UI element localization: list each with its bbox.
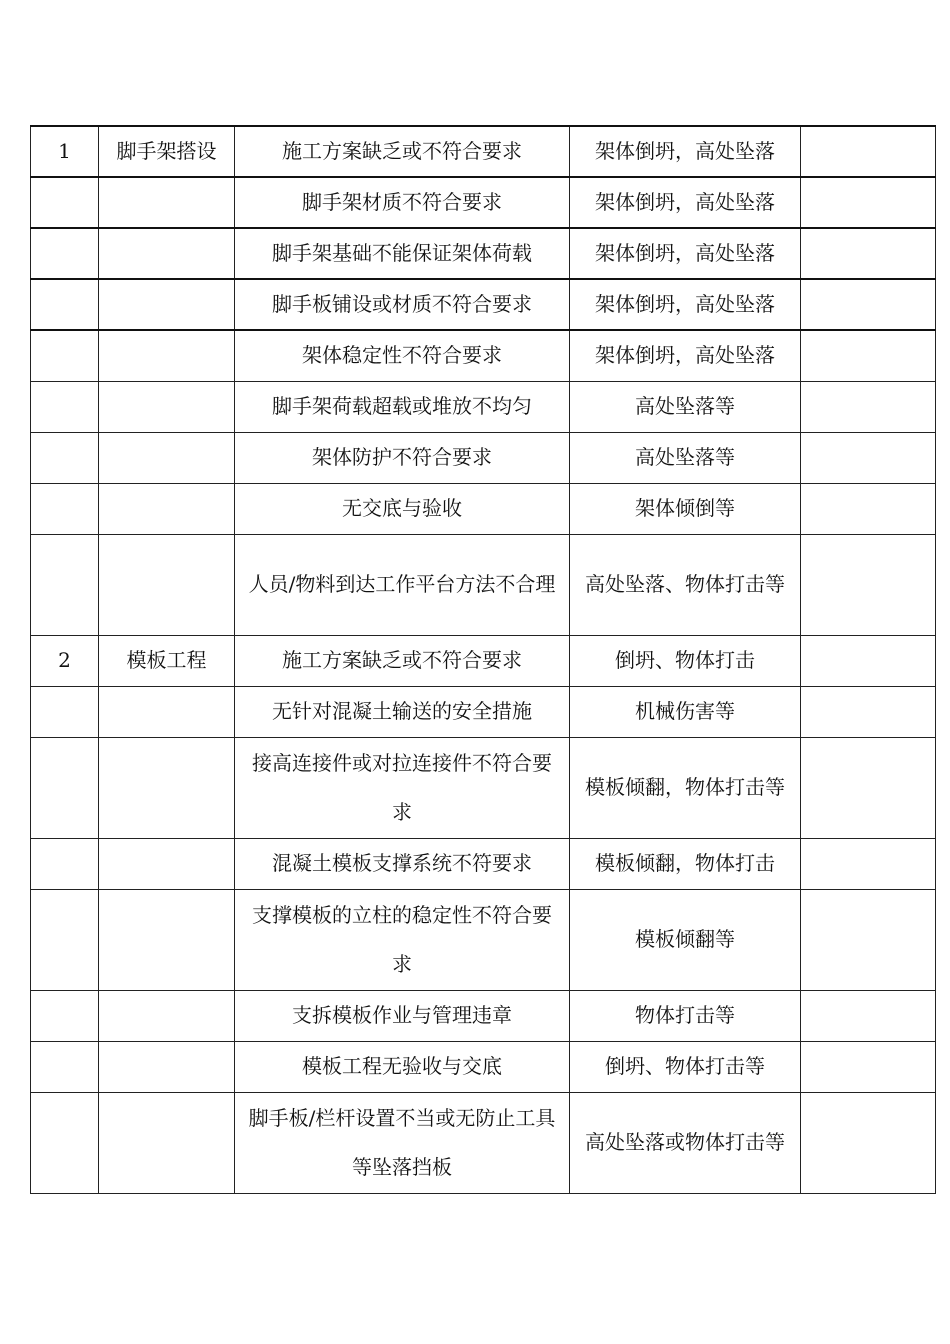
cell-consequence: 机械伤害等 <box>570 686 801 737</box>
cell-hazard: 脚手架基础不能保证架体荷载 <box>235 228 570 279</box>
table-row <box>31 126 936 177</box>
cell-hazard: 脚手架材质不符合要求 <box>235 177 570 228</box>
cell-category <box>99 838 235 889</box>
cell-number <box>31 1041 99 1092</box>
cell-hazard: 支撑模板的立柱的稳定性不符合要求 <box>235 889 570 990</box>
cell-remark <box>801 228 936 279</box>
cell-number: 2 <box>31 635 99 686</box>
cell-remark <box>801 279 936 330</box>
cell-hazard: 架体防护不符合要求 <box>235 432 570 483</box>
risk-table <box>30 125 936 1194</box>
cell-number <box>31 483 99 534</box>
cell-remark <box>801 483 936 534</box>
table-row <box>31 1041 936 1092</box>
cell-remark <box>801 1041 936 1092</box>
cell-category <box>99 228 235 279</box>
cell-number <box>31 432 99 483</box>
cell-number <box>31 177 99 228</box>
table-row <box>31 279 936 330</box>
cell-remark <box>801 990 936 1041</box>
cell-hazard: 施工方案缺乏或不符合要求 <box>235 635 570 686</box>
cell-category: 模板工程 <box>99 635 235 686</box>
cell-consequence: 倒坍、物体打击 <box>570 635 801 686</box>
cell-hazard: 接高连接件或对拉连接件不符合要求 <box>235 737 570 838</box>
cell-hazard: 支拆模板作业与管理违章 <box>235 990 570 1041</box>
table-row <box>31 228 936 279</box>
cell-remark <box>801 126 936 177</box>
cell-number <box>31 838 99 889</box>
cell-category <box>99 483 235 534</box>
table-row <box>31 177 936 228</box>
cell-consequence: 架体倾倒等 <box>570 483 801 534</box>
cell-category <box>99 381 235 432</box>
cell-category <box>99 1041 235 1092</box>
table-row <box>31 1092 936 1193</box>
table-row <box>31 838 936 889</box>
cell-category <box>99 534 235 635</box>
cell-number <box>31 737 99 838</box>
table-row <box>31 330 936 381</box>
cell-remark <box>801 330 936 381</box>
cell-remark <box>801 838 936 889</box>
cell-consequence: 架体倒坍，高处坠落 <box>570 330 801 381</box>
cell-number <box>31 381 99 432</box>
table-row <box>31 889 936 990</box>
cell-hazard: 脚手板/栏杆设置不当或无防止工具等坠落挡板 <box>235 1092 570 1193</box>
cell-remark <box>801 889 936 990</box>
cell-consequence: 物体打击等 <box>570 990 801 1041</box>
cell-number <box>31 330 99 381</box>
cell-hazard: 混凝土模板支撑系统不符要求 <box>235 838 570 889</box>
cell-remark <box>801 635 936 686</box>
cell-remark <box>801 1092 936 1193</box>
risk-table-body <box>31 126 936 1193</box>
cell-number <box>31 1092 99 1193</box>
cell-hazard: 架体稳定性不符合要求 <box>235 330 570 381</box>
cell-consequence: 模板倾翻，物体打击 <box>570 838 801 889</box>
cell-consequence: 高处坠落或物体打击等 <box>570 1092 801 1193</box>
cell-consequence: 高处坠落等 <box>570 432 801 483</box>
cell-consequence: 模板倾翻等 <box>570 889 801 990</box>
cell-number <box>31 686 99 737</box>
cell-hazard: 人员/物料到达工作平台方法不合理 <box>235 534 570 635</box>
cell-hazard: 施工方案缺乏或不符合要求 <box>235 126 570 177</box>
table-row <box>31 990 936 1041</box>
cell-consequence: 架体倒坍，高处坠落 <box>570 279 801 330</box>
table-row <box>31 534 936 635</box>
cell-remark <box>801 737 936 838</box>
cell-consequence: 倒坍、物体打击等 <box>570 1041 801 1092</box>
cell-category: 脚手架搭设 <box>99 126 235 177</box>
cell-remark <box>801 534 936 635</box>
cell-hazard: 无针对混凝土输送的安全措施 <box>235 686 570 737</box>
cell-consequence: 高处坠落等 <box>570 381 801 432</box>
cell-remark <box>801 381 936 432</box>
table-row <box>31 737 936 838</box>
cell-remark <box>801 432 936 483</box>
table-row <box>31 381 936 432</box>
cell-category <box>99 686 235 737</box>
cell-category <box>99 177 235 228</box>
cell-consequence: 架体倒坍，高处坠落 <box>570 126 801 177</box>
cell-category <box>99 737 235 838</box>
cell-number <box>31 990 99 1041</box>
cell-category <box>99 1092 235 1193</box>
cell-category <box>99 330 235 381</box>
cell-category <box>99 990 235 1041</box>
cell-remark <box>801 686 936 737</box>
cell-consequence: 模板倾翻，物体打击等 <box>570 737 801 838</box>
cell-number <box>31 228 99 279</box>
cell-hazard: 无交底与验收 <box>235 483 570 534</box>
table-row <box>31 686 936 737</box>
cell-number <box>31 534 99 635</box>
cell-consequence: 高处坠落、物体打击等 <box>570 534 801 635</box>
cell-remark <box>801 177 936 228</box>
cell-category <box>99 279 235 330</box>
cell-hazard: 模板工程无验收与交底 <box>235 1041 570 1092</box>
cell-number: 1 <box>31 126 99 177</box>
cell-consequence: 架体倒坍，高处坠落 <box>570 177 801 228</box>
cell-category <box>99 432 235 483</box>
table-row <box>31 635 936 686</box>
cell-hazard: 脚手架荷载超载或堆放不均匀 <box>235 381 570 432</box>
table-row <box>31 432 936 483</box>
cell-number <box>31 889 99 990</box>
cell-category <box>99 889 235 990</box>
cell-hazard: 脚手板铺设或材质不符合要求 <box>235 279 570 330</box>
table-row <box>31 483 936 534</box>
cell-consequence: 架体倒坍，高处坠落 <box>570 228 801 279</box>
cell-number <box>31 279 99 330</box>
